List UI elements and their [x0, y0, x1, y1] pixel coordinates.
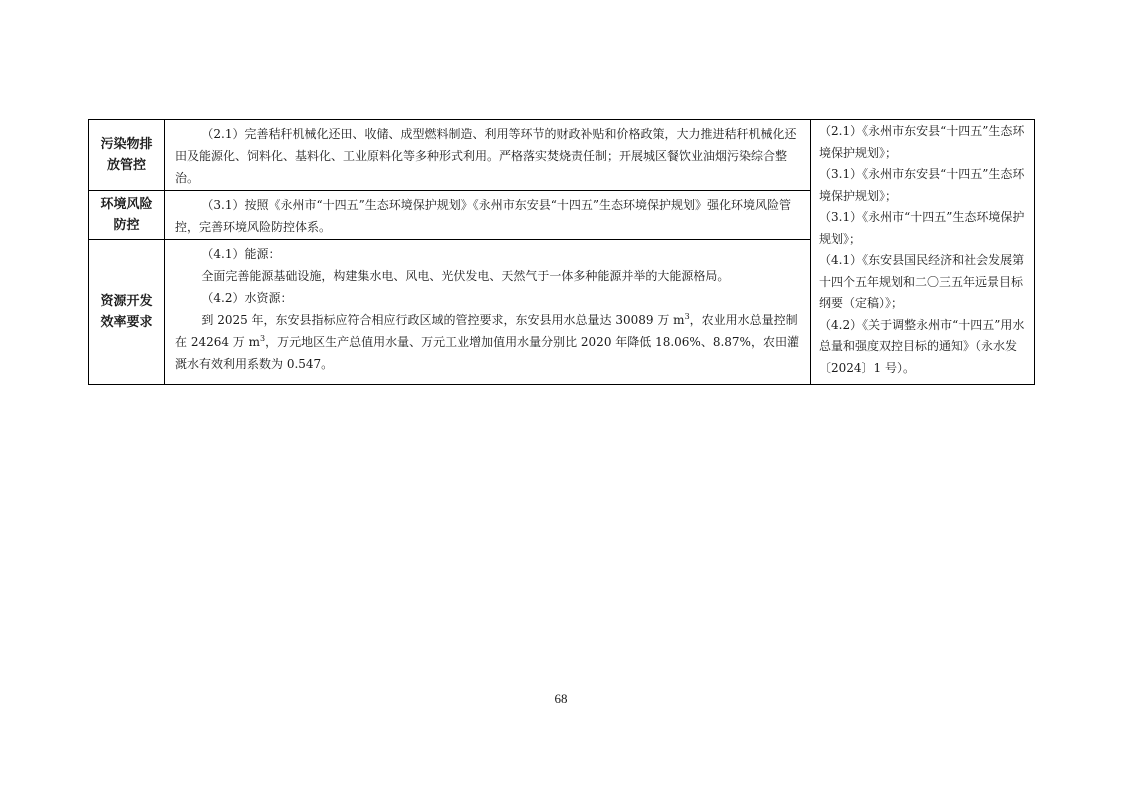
- row-header-risk: [89, 191, 165, 240]
- paragraph: （2.1）完善秸秆机械化还田、收储、成型燃料制造、利用等环节的财政补贴和价格政策，大力推进秸秆机械化还田及能源化、饲料化、基料化、工业原料化等多种形式利用。严格落实焚烧责任制；开展城区餐饮业油烟污染综合整治。: [175, 127, 797, 185]
- water-title: （4.2）水资源：: [201, 291, 293, 305]
- pollutant-control-text: [165, 120, 811, 191]
- water-text-part: ，万元地区生产总值用水量、万元工业增加值用水量分别比 2020 年降低 18.06%、8.87%，农田灌溉水有效利用系数为 0.547。: [175, 335, 799, 371]
- row-header-pollutant: [89, 120, 165, 191]
- risk-control-text: [165, 191, 811, 240]
- resource-efficiency-text: [165, 240, 811, 385]
- page-number: 68: [554, 691, 568, 706]
- unit-superscript: 3: [260, 334, 266, 343]
- row-header-line: 放管控: [106, 158, 146, 173]
- row-header-line: 防控: [113, 218, 140, 233]
- table-row: [89, 120, 1035, 191]
- row-header-line: 效率要求: [100, 315, 153, 330]
- unit-superscript: 3: [684, 312, 690, 321]
- energy-text: 全面完善能源基础设施，构建集水电、风电、光伏发电、天然气于一体多种能源并举的大能源格局。: [201, 269, 730, 283]
- row-header-line: 资源开发: [100, 294, 153, 309]
- reference-item: （4.1）《东安县国民经济和社会发展第十四个五年规划和二〇三五年远景目标纲要（定稿）》；: [819, 253, 1025, 310]
- water-text-part: 到 2025 年，东安县指标应符合相应行政区域的管控要求，东安县用水总量达 30089 万 m: [201, 313, 685, 327]
- paragraph: （3.1）按照《永州市“十四五”生态环境保护规划》《永州市东安县“十四五”生态环境保护规划》强化环境风险管控，完善环境风险防控体系。: [175, 198, 792, 234]
- reference-item: （2.1）《永州市东安县“十四五”生态环境保护规划》；: [819, 124, 1025, 160]
- references-cell: [811, 120, 1035, 385]
- energy-title: （4.1）能源：: [201, 247, 281, 261]
- reference-item: （3.1）《永州市“十四五”生态环境保护规划》；: [819, 210, 1025, 246]
- control-requirements-table: [88, 119, 1035, 385]
- reference-item: （3.1）《永州市东安县“十四五”生态环境保护规划》；: [819, 167, 1025, 203]
- reference-item: （4.2）《关于调整永州市“十四五”用水总量和强度双控目标的通知》（永水发〔2024〕1 号）。: [819, 317, 1025, 375]
- row-header-line: 污染物排: [100, 137, 153, 152]
- water-text: [175, 309, 802, 375]
- water-text-part: ，农业用水总量控制在 24264 万 m: [175, 313, 798, 349]
- row-header-line: 环境风险: [100, 197, 153, 212]
- row-header-resource: [89, 240, 165, 385]
